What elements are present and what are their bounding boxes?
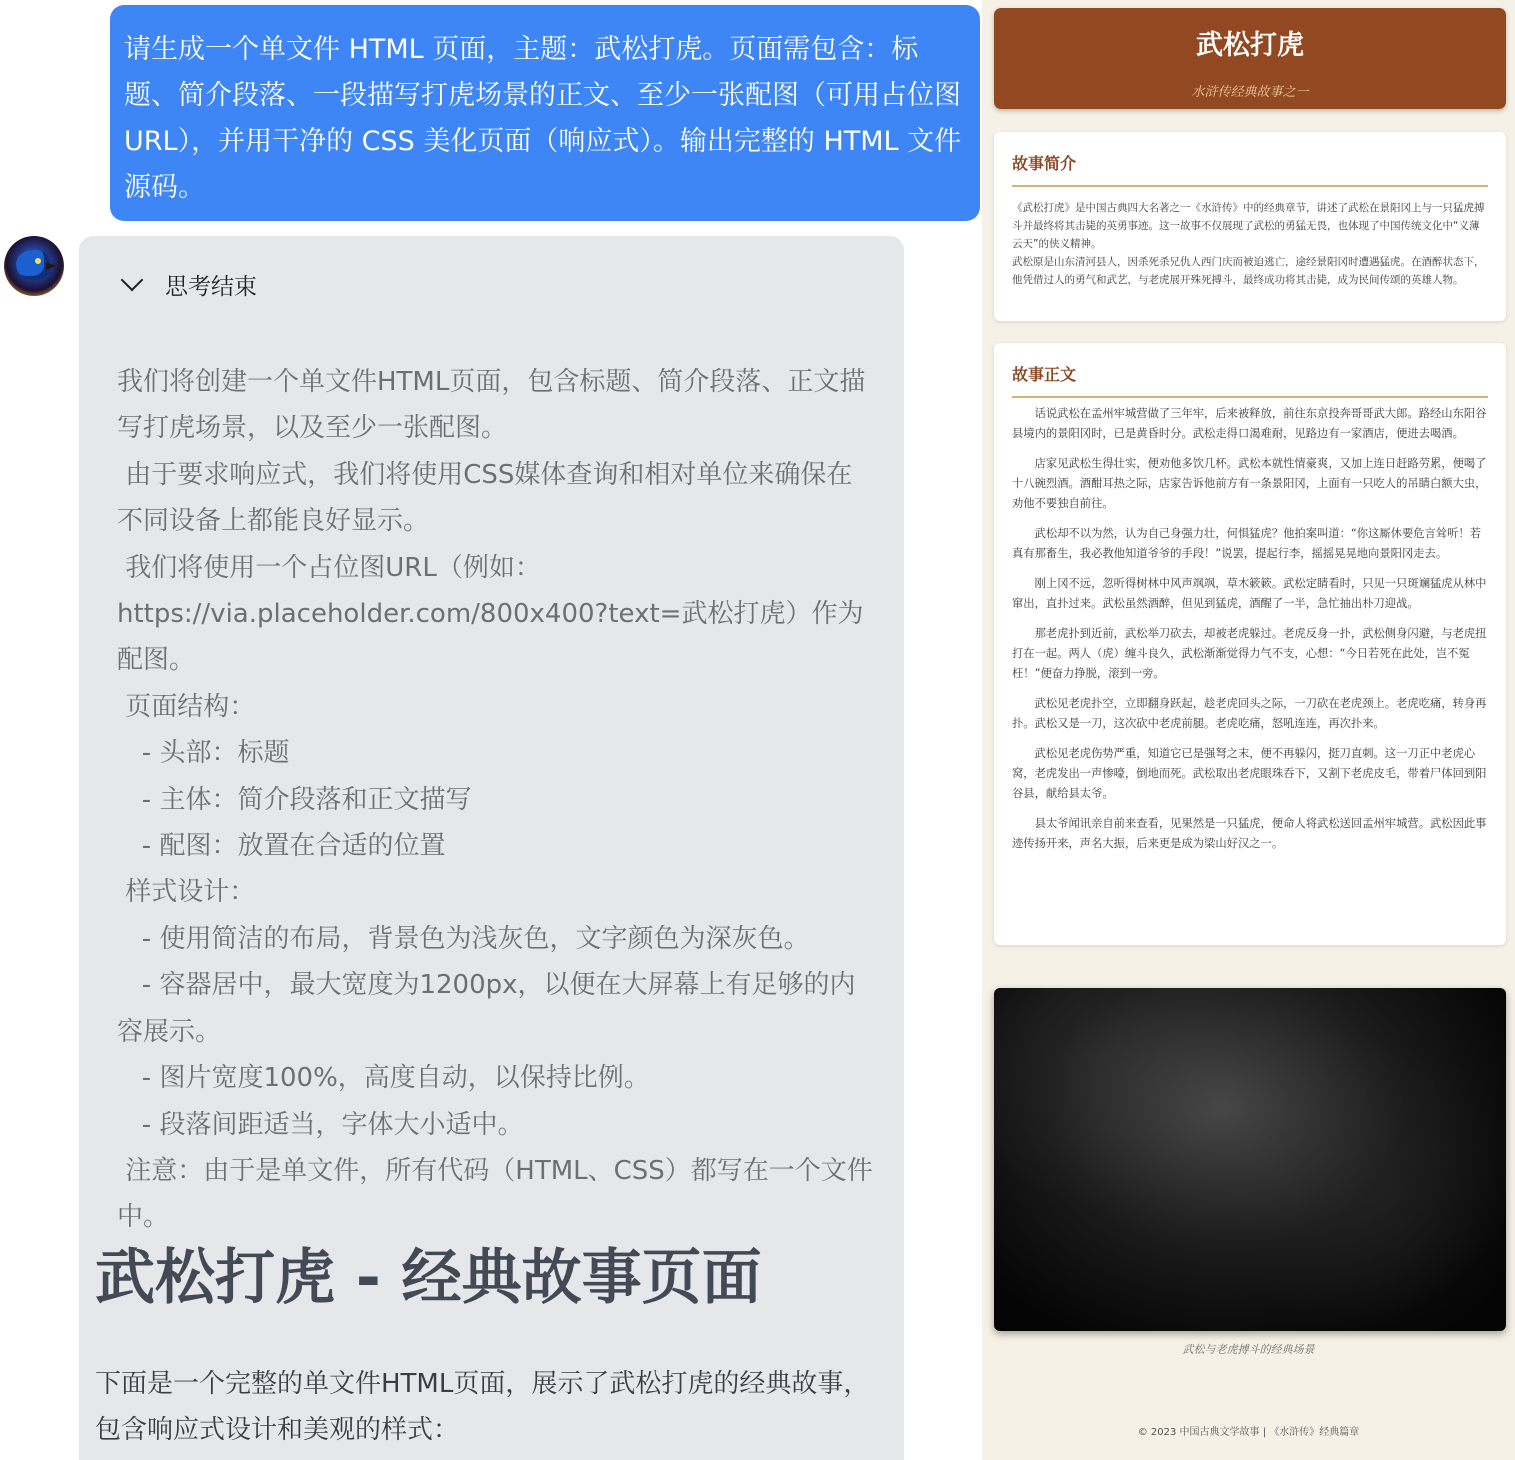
thinking-content: 我们将创建一个单文件HTML页面，包含标题、简介段落、正文描写打虎场景，以及至少一张配图。 由于要求响应式，我们将使用CSS媒体查询和相对单位来确保在不同设备上都能良好显示。 我们将使用一个占位图URL（例如：https://via.placeholder.com/800x400?text=武松打虎）作为配图。 页面结构： - 头部：标题 - 主体：简介段落和正文描写 - 配图：放置在合适的位置 样式设计： - 使用简洁的布局，背景色为浅灰色，文字颜色为深灰色。 - 容器居中，最大宽度为1200px，以便在大屏幕上有足够的内容展示。 - 图片宽度100%，高度自动，以保持比例。 - 段落间距适当，字体大小适中。 注意：由于是单文件，所有代码（HTML、CSS）都写在一个文件中。 — [117, 367, 873, 1233]
assistant-avatar — [4, 236, 64, 296]
html-preview-pane[interactable] — [982, 0, 1515, 1460]
preview-header — [994, 8, 1506, 109]
thinking-toggle-label[interactable]: 思考结束 — [165, 273, 257, 300]
intro-paragraph: 《武松打虎》是中国古典四大名著之一《水浒传》中的经典章节，讲述了武松在景阳冈上与一只猛虎搏斗并最终将其击毙的英勇事迹。这一故事不仅展现了武松的勇猛无畏，也体现了中国传统文化中“义薄云天”的侠义精神。 — [1012, 202, 1485, 250]
story-paragraph: 刚上冈不远，忽听得树林中风声飒飒，草木簌簌。武松定睛看时，只见一只斑斓猛虎从林中窜出，直扑过来。武松虽然酒醉，但见到猛虎，酒醒了一半，急忙抽出朴刀迎战。 — [1012, 577, 1487, 610]
chevron-down-icon[interactable] — [117, 269, 147, 299]
intro-heading: 故事简介 — [1012, 152, 1488, 187]
story-paragraph: 武松见老虎扑空，立即翻身跃起，趁老虎回头之际，一刀砍在老虎颈上。老虎吃痛，转身再扑。武松又是一刀，这次砍中老虎前腿。老虎吃痛，怒吼连连，再次扑来。 — [1012, 697, 1487, 730]
bird-icon — [16, 250, 50, 280]
story-card — [994, 343, 1506, 945]
story-paragraph: 那老虎扑到近前，武松举刀砍去，却被老虎躲过。老虎反身一扑，武松侧身闪避，与老虎扭打在一起。两人（虎）缠斗良久，武松渐渐觉得力气不支，心想：“今日若死在此处，岂不冤枉！”便奋力挣脱，滚到一旁。 — [1012, 627, 1487, 680]
image-caption: 武松与老虎搏斗的经典场景 — [1182, 1343, 1315, 1356]
answer-intro: 下面是一个完整的单文件HTML页面，展示了武松打虎的经典故事，包含响应式设计和美观的样式： — [95, 1369, 870, 1445]
assistant-message — [79, 236, 904, 1460]
user-message-text: 请生成一个单文件 HTML 页面，主题：武松打虎。页面需包含：标题、简介段落、一段描写打虎场景的正文、至少一张配图（可用占位图 URL），并用干净的 CSS 美化页面（响应式）。输出完整的 HTML 文件源码。 — [124, 34, 962, 203]
thinking-toggle[interactable] — [117, 266, 257, 302]
story-body — [1012, 404, 1488, 854]
answer-title: 武松打虎 - 经典故事页面 — [95, 1243, 762, 1313]
preview-footer: © 2023 中国古典文学故事 | 《水浒传》经典篇章 — [1137, 1427, 1360, 1438]
story-paragraph: 店家见武松生得壮实，便劝他多饮几杯。武松本就性情豪爽，又加上连日赶路劳累，便喝了十八碗烈酒。酒酣耳热之际，店家告诉他前方有一条景阳冈，上面有一只吃人的吊睛白额大虫，劝他不要独自前往。 — [1012, 457, 1487, 510]
story-heading: 故事正文 — [1012, 363, 1488, 398]
story-paragraph: 武松却不以为然，认为自己身强力壮，何惧猛虎？他拍案叫道：“你这厮休要危言耸听！若真有那畜生，我必教他知道爷爷的手段！”说罢，提起行李，摇摇晃晃地向景阳冈走去。 — [1012, 527, 1482, 560]
preview-subtitle: 水浒传经典故事之一 — [1191, 85, 1309, 100]
story-paragraph: 武松见老虎伤势严重，知道它已是强弩之末，便不再躲闪，挺刀直刺。这一刀正中老虎心窝，老虎发出一声惨嚎，倒地而死。武松取出老虎眼珠吞下，又割下老虎皮毛，带着尸体回到阳谷县，献给县太爷。 — [1012, 747, 1487, 800]
intro-card — [994, 132, 1506, 321]
user-message-bubble — [110, 5, 980, 221]
intro-paragraph: 武松原是山东清河县人，因杀死杀兄仇人西门庆而被迫逃亡，途经景阳冈时遭遇猛虎。在酒醉状态下，他凭借过人的勇气和武艺，与老虎展开殊死搏斗，最终成功将其击毙，成为民间传颂的英雄人物。 — [1012, 256, 1485, 286]
story-image — [994, 988, 1506, 1331]
story-paragraph: 县太爷闻讯亲自前来查看，见果然是一只猛虎，便命人将武松送回孟州牢城营。武松因此事迹传扬开来，声名大振，后来更是成为梁山好汉之一。 — [1012, 817, 1487, 850]
story-paragraph: 话说武松在孟州牢城营做了三年牢，后来被释放，前往东京投奔哥哥武大郎。路经山东阳谷县境内的景阳冈时，已是黄昏时分。武松走得口渴难耐，见路边有一家酒店，便进去喝酒。 — [1012, 407, 1487, 440]
preview-title: 武松打虎 — [1196, 30, 1304, 61]
